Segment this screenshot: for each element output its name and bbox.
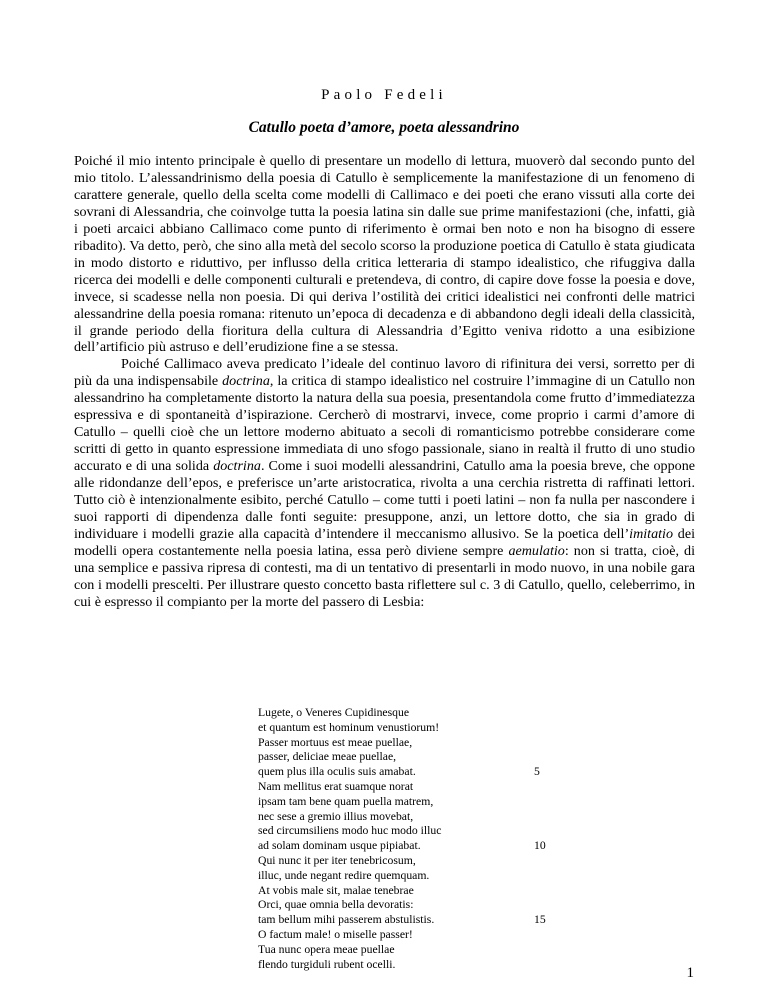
poem-line	[258, 898, 558, 913]
verse-text: Passer mortuus est meae puellae,	[258, 735, 413, 749]
poem-line	[258, 958, 558, 973]
verse-text: Orci, quae omnia bella devoratis:	[258, 898, 414, 912]
line-number: 5	[534, 765, 540, 779]
poem-line	[258, 750, 558, 765]
italic-term-doctrina: doctrina	[213, 458, 261, 475]
italic-term-imitatio: imitatio	[629, 525, 674, 542]
verse-text: O factum male! o miselle passer!	[258, 927, 413, 941]
verse-text: Lugete, o Veneres Cupidinesque	[258, 706, 410, 719]
verse-text: ipsam tam bene quam puella matrem,	[258, 794, 434, 808]
text-run: dei modelli opera costantemente nella poesia latina, essa però diviene sempre	[74, 525, 695, 559]
verse-text: Tua nunc opera meae puellae	[258, 942, 395, 956]
author-name: Paolo Fedeli	[321, 87, 447, 103]
italic-term-aemulatio: aemulatio	[508, 542, 565, 559]
verse-text: Nam mellitus erat suamque norat	[258, 779, 414, 793]
poem-line	[258, 839, 558, 854]
verse-text: tam bellum mihi passerem abstulistis.	[258, 913, 435, 927]
article-body	[74, 153, 695, 611]
verse-text: ad solam dominam usque pipiabat.	[258, 839, 421, 853]
paragraph-1: Poiché il mio intento principale è quello di presentare un modello di lettura, muoverò dal secondo punto del mio titolo. L’alessandrinismo della poesia di Catullo è semplicemente la manifestazione di un fenomeno di carattere generale, quello della scelta come modelli di Callimaco e dei poeti che erano vissuti alla corte dei sovrani di Alessandria, che coinvolge tutta la poesia latina sin dalle sue prime manifestazioni (che, infatti, già i poeti arcaici abbiano Callimaco come punto di riferimento è ormai ben noto e non ha bisogno di essere ribadito). Va detto, però, che sino alla metà del secolo scorso la produzione poetica di Catullo è stata giudicata in modo distorto e riduttivo, per influsso della critica letteraria di stampo idealistico, che rifuggiva dalla ricerca dei modelli e delle componenti culturali e pretendeva, di contro, di capire dove fosse la poesia e dove, invece, si scadesse nella non poesia. Di qui deriva l’ostilità dei critici idealistici nei confronti delle matrici alessandrine della poesia romana: ritenuto un’epoca di decadenza e di abbandono degli ideali della classicità, il grande periodo della fioritura della cultura di Alessandria d’Egitto veniva ridotto a una esibizione dell’artificio più astruso e dell’erudizione fine a se stessa.	[74, 153, 695, 356]
verse-text: flendo turgiduli rubent ocelli.	[258, 957, 396, 971]
verse-text: passer, deliciae meae puellae,	[258, 750, 397, 764]
verse-text: nec sese a gremio illius movebat,	[258, 809, 414, 823]
verse-text: At vobis male sit, malae tenebrae	[258, 883, 414, 897]
poem-line	[258, 943, 558, 958]
poem-line	[258, 854, 558, 869]
text-run: Poiché Callimaco aveva predicato l’ideale del continuo lavoro di rifinitura dei versi, sorretto per di più da una indispensabile	[74, 356, 695, 390]
verse-text: illuc, unde negant redire quemquam.	[258, 868, 430, 882]
verse-text: et quantum est hominum venustiorum!	[258, 720, 440, 734]
line-number: 10	[534, 839, 546, 853]
poem-quotation	[258, 706, 558, 972]
line-number: 15	[534, 913, 546, 927]
poem-line	[258, 706, 558, 721]
poem-line	[258, 721, 558, 736]
poem-line	[258, 736, 558, 751]
poem-line	[258, 869, 558, 884]
text-run: , la critica di stampo idealistico nel costruire l’immagine di un Catullo non alessandrino ha completamente distorto la natura della sua poesia, presentandola come frutto d’immediatezza espressiva e di spontaneità d’ispirazione. Cercherò di mostrarvi, invece, come proprio i carmi d’amore di Catullo – quelli cioè che un lettore moderno abituato a secoli di romanticismo potrebbe considerare come scritti di getto in quanto espressione immediata di uno sfogo passionale, siano in realtà il frutto di uno studio accurato e di una solida	[74, 373, 695, 475]
poem-line	[258, 913, 558, 928]
poem-line	[258, 884, 558, 899]
italic-term-doctrina: doctrina	[222, 373, 270, 390]
poem-line	[258, 780, 558, 795]
article-title: Catullo poeta d’amore, poeta alessandrino	[248, 119, 520, 136]
poem-line	[258, 824, 558, 839]
text-run: : non si tratta, cioè, di una semplice e passiva ripresa di contesti, ma di un tentativo di presentarli in modo nuovo, in una nobile gara con i modelli prescelti. Per illustrare questo concetto basta riflettere sul c. 3 di Catullo, quello, celeberrimo, in cui è espresso il compianto per la morte del passero di Lesbia:	[74, 542, 695, 610]
text-run: . Come i suoi modelli alessandrini, Catullo ama la poesia breve, che oppone alle ridondanze dell’epos, e preferisce un’arte aristocratica, rivolta a una cerchia ristretta di raffinati lettori. Tutto ciò è intenzionalmente esibito, perché Catullo – come tutti i poeti latini – non fa nulla per nascondere i suoi rapporti di dipendenza dalle fonti seguite: presuppone, anzi, un lettore dotto, che sia in grado di individuare i modelli grazie alla capacità d’intendere il meccanismo allusivo. Se la poetica dell’	[74, 458, 696, 542]
poem-line	[258, 795, 558, 810]
poem-line	[258, 928, 558, 943]
poem-line	[258, 810, 558, 825]
verse-text: sed circumsiliens modo huc modo illuc	[258, 824, 442, 838]
verse-text: quem plus illa oculis suis amabat.	[258, 765, 416, 779]
poem-line	[258, 765, 558, 780]
page-number: 1	[686, 965, 694, 981]
paragraph-2	[74, 356, 695, 610]
verse-text: Qui nunc it per iter tenebricosum,	[258, 853, 416, 867]
